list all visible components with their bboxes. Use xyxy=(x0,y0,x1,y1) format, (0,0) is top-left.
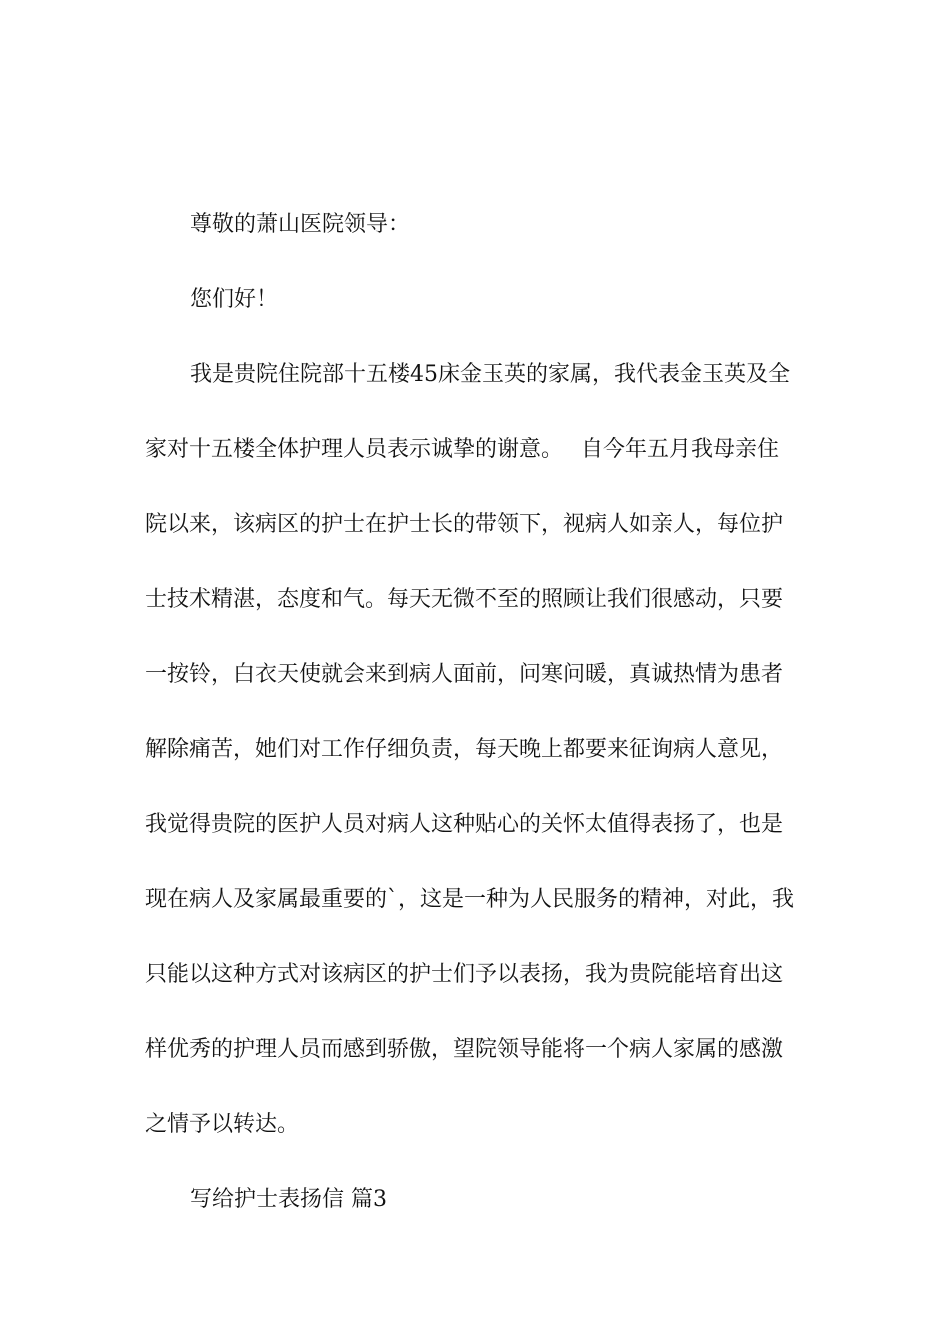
body-line: 一按铃，白衣天使就会来到病人面前，问寒问暖，真诚热情为患者 xyxy=(145,662,784,687)
body-line: 院以来，该病区的护士在护士长的带领下，视病人如亲人，每位护 xyxy=(145,512,784,537)
body-line: 之情予以转达。 xyxy=(145,1112,300,1137)
body-line: 士技术精湛，态度和气。每天无微不至的照顾让我们很感动，只要 xyxy=(145,587,784,612)
body-line: 只能以这种方式对该病区的护士们予以表扬，我为贵院能培育出这 xyxy=(145,962,784,987)
greeting: 您们好！ xyxy=(190,287,279,312)
body-line: 我是贵院住院部十五楼45床金玉英的家属，我代表金玉英及全 xyxy=(190,362,790,387)
salutation: 尊敬的萧山医院领导： xyxy=(190,212,411,237)
body-line: 解除痛苦，她们对工作仔细负责，每天晚上都要来征询病人意见， xyxy=(145,737,784,762)
body-line: 样优秀的护理人员而感到骄傲，望院领导能将一个病人家属的感激 xyxy=(145,1037,784,1062)
section-heading: 写给护士表扬信 篇3 xyxy=(190,1187,387,1212)
body-line: 家对十五楼全体护理人员表示诚挚的谢意。 自今年五月我母亲住 xyxy=(145,437,779,462)
body-line: 我觉得贵院的医护人员对病人这种贴心的关怀太值得表扬了，也是 xyxy=(145,812,784,837)
body-line: 现在病人及家属最重要的`，这是一种为人民服务的精神，对此，我 xyxy=(145,887,795,912)
